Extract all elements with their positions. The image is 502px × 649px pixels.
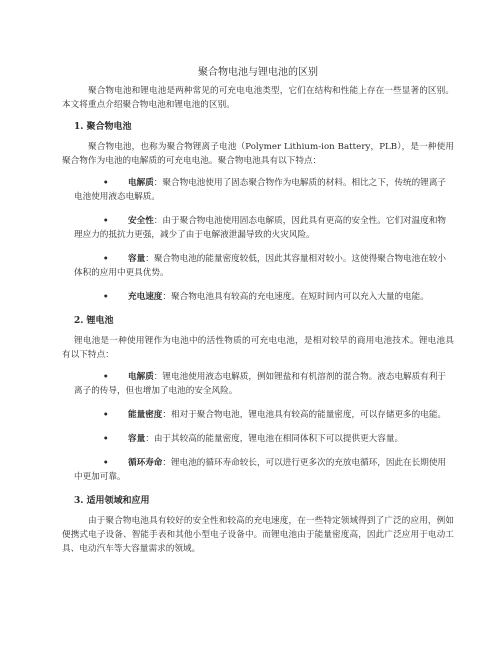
intro-paragraph: 聚合物电池和锂电池是两种常见的可充电电池类型，它们在结构和性能上存在一些显著的区别。本文将重点介绍聚合物电池和锂电池的区别。 xyxy=(62,86,454,110)
list-item-separator: ： xyxy=(153,372,163,382)
list-item-separator: ： xyxy=(162,458,171,468)
list-item-text: 由于其较高的能量密度，锂电池在相同体积下可以提供更大容量。 xyxy=(153,434,404,444)
list-item-text: 相对于聚合物电池，锂电池具有较高的能量密度，可以存储更多的电能。 xyxy=(171,410,447,420)
list-item-text: 锂电池使用液态电解质，例如锂盐和有机溶剂的混合物。液态电解质有利于离子的传导，但也增加了电池的安全风险。 xyxy=(74,372,447,396)
list-item-term: 容量 xyxy=(128,254,146,264)
section-heading-polymer: 1. 聚合物电池 xyxy=(74,122,132,132)
bullet-icon: • xyxy=(103,254,109,264)
list-item-text: 由于聚合物电池使用固态电解质，因此具有更高的安全性。它们对温度和物理应力的抵抗力更强，减少了由于电解液泄漏导致的火灾风险。 xyxy=(74,216,447,240)
section-paragraph-applications: 由于聚合物电池具有较好的安全性和较高的充电速度，在一些特定领域得到了广泛的应用，例如便携式电子设备、智能手表和其他小型电子设备中。而锂电池由于能量密度高，因此广泛应用于电动工具、电动汽车等大容量需求的领域。 xyxy=(62,516,454,554)
list-item-term: 电解质 xyxy=(128,372,154,382)
list-item xyxy=(62,290,454,304)
list-item xyxy=(62,370,454,398)
section-heading-lithium: 2. 锂电池 xyxy=(74,316,114,326)
bullet-icon: • xyxy=(103,434,109,444)
list-item-separator: ： xyxy=(162,292,171,302)
list-item-separator: ： xyxy=(145,254,154,264)
list-item xyxy=(62,214,454,242)
bullet-icon: • xyxy=(103,372,109,382)
document-title: 聚合物电池与锂电池的区别 xyxy=(198,67,318,78)
list-item xyxy=(62,176,454,204)
list-item-term: 安全性 xyxy=(128,216,154,226)
list-item-separator: ： xyxy=(145,434,154,444)
bullet-icon: • xyxy=(103,458,109,468)
list-item-text: 锂电池的循环寿命较长，可以进行更多次的充放电循环，因此在长期使用中更加可靠。 xyxy=(74,458,447,482)
list-item-separator: ： xyxy=(153,216,163,226)
list-item-term: 电解质 xyxy=(128,178,154,188)
list-item-term: 充电速度 xyxy=(128,292,163,302)
section-paragraph-lithium: 锂电池是一种使用锂作为电池中的活性物质的可充电电池，是相对较早的商用电池技术。锂电池具有以下特点： xyxy=(62,336,454,360)
list-item-term: 循环寿命 xyxy=(128,458,163,468)
list-item-text: 聚合物电池使用了固态聚合物作为电解质的材料。相比之下，传统的锂离子电池使用液态电解质。 xyxy=(74,178,447,202)
bullet-icon: • xyxy=(103,410,109,420)
list-item xyxy=(62,408,454,422)
list-item-term: 容量 xyxy=(128,434,146,444)
bullet-icon: • xyxy=(103,178,109,188)
list-item-text: 聚合物电池的能量密度较低，因此其容量相对较小。这使得聚合物电池在较小体积的应用中更具优势。 xyxy=(74,254,447,278)
bullet-icon: • xyxy=(103,292,109,302)
list-item xyxy=(62,456,454,484)
list-item-separator: ： xyxy=(153,178,163,188)
list-item-text: 聚合物电池具有较高的充电速度。在短时间内可以充入大量的电能。 xyxy=(171,292,429,302)
list-item xyxy=(62,252,454,280)
list-item-separator: ： xyxy=(162,410,171,420)
list-item xyxy=(62,432,454,446)
list-item-term: 能量密度 xyxy=(128,410,163,420)
section-paragraph-polymer: 聚合物电池，也称为聚合物锂离子电池（Polymer Lithium-ion Battery，PLB），是一种使用聚合物作为电池的电解质的可充电电池。聚合物电池具有以下特点： xyxy=(62,142,454,166)
section-heading-applications: 3. 适用领域和应用 xyxy=(74,496,150,506)
bullet-icon: • xyxy=(103,216,109,226)
